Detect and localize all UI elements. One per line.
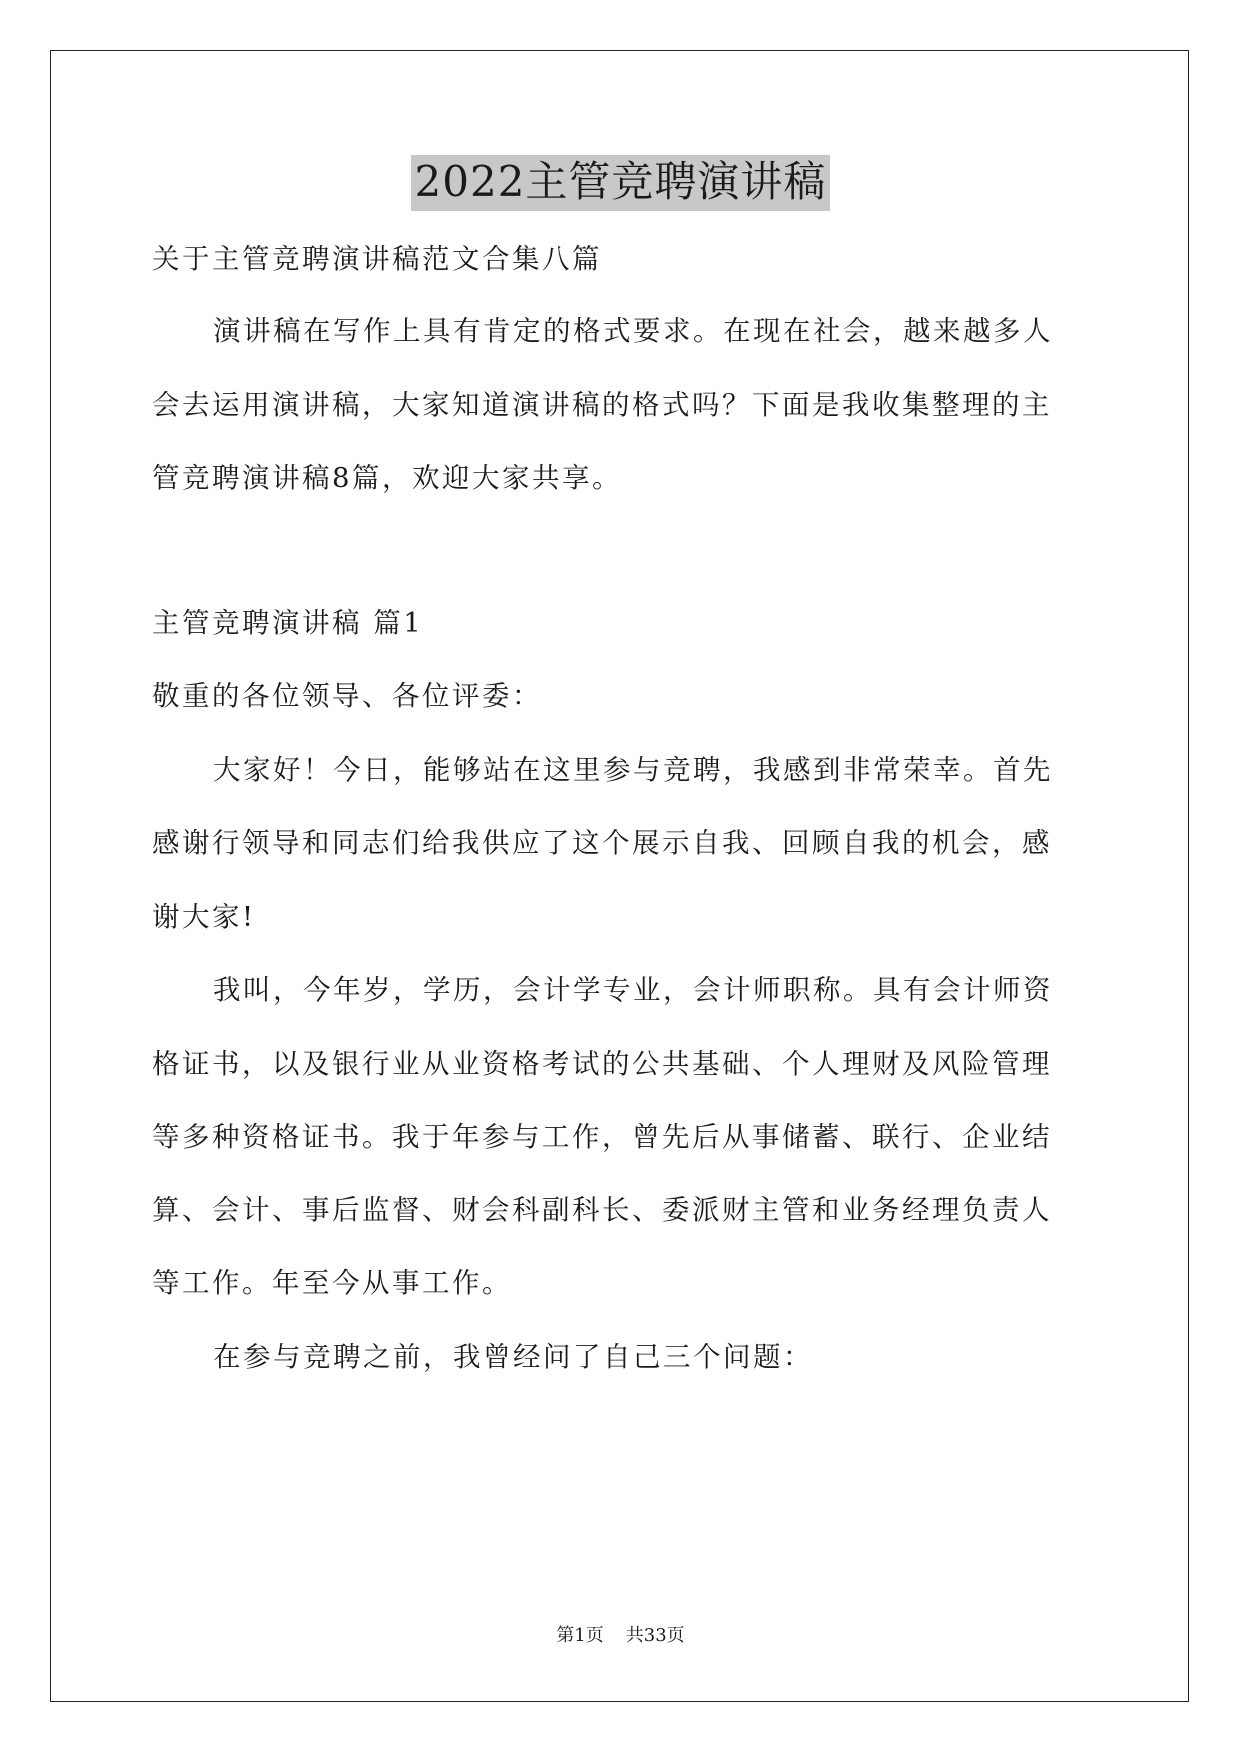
- document-title: 2022主管竞聘演讲稿: [411, 155, 831, 211]
- intro-line-2: 会去运用演讲稿，大家知道演讲稿的格式吗？下面是我收集整理的主: [152, 389, 1052, 421]
- page-footer: [0, 1627, 1241, 1645]
- para1-line-3: 谢大家!: [152, 901, 256, 933]
- document-subtitle: 关于主管竞聘演讲稿范文合集八篇: [152, 243, 602, 275]
- para1-line-1: 大家好！今日，能够站在这里参与竞聘，我感到非常荣幸。首先: [213, 754, 1053, 786]
- para2-line-2: 格证书，以及银行业从业资格考试的公共基础、个人理财及风险管理: [152, 1048, 1052, 1080]
- document-title-wrapper: [0, 155, 1241, 211]
- para1-line-2: 感谢行领导和同志们给我供应了这个展示自我、回顾自我的机会，感: [152, 827, 1052, 859]
- intro-line-1: 演讲稿在写作上具有肯定的格式要求。在现在社会，越来越多人: [213, 315, 1053, 347]
- para2-line-3: 等多种资格证书。我于年参与工作，曾先后从事储蓄、联行、企业结: [152, 1121, 1052, 1153]
- salutation: 敬重的各位领导、各位评委：: [152, 680, 542, 712]
- section-heading: 主管竞聘演讲稿 篇1: [152, 607, 424, 639]
- intro-line-3: 管竞聘演讲稿8篇，欢迎大家共享。: [152, 462, 622, 494]
- para2-line-1: 我叫，今年岁，学历，会计学专业，会计师职称。具有会计师资: [213, 974, 1053, 1006]
- page-border: [50, 50, 1189, 1702]
- para3-line-1: 在参与竞聘之前，我曾经问了自己三个问题：: [213, 1341, 813, 1373]
- para2-line-5: 等工作。年至今从事工作。: [152, 1267, 512, 1299]
- page-number: 第1页: [556, 1625, 604, 1646]
- para2-line-4: 算、会计、事后监督、财会科副科长、委派财主管和业务经理负责人: [152, 1194, 1052, 1226]
- page-total: 共33页: [625, 1625, 685, 1646]
